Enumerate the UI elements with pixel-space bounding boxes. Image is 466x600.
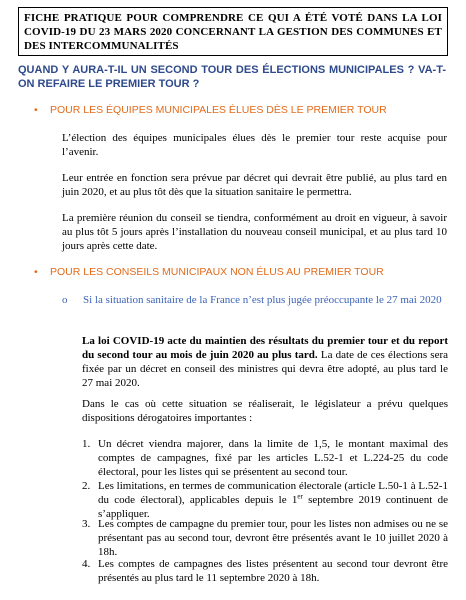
section2-paragraph-1 <box>82 334 448 390</box>
bullet-icon: • <box>34 266 38 278</box>
list-item-text-part: septembre 2019 continuent de s’appliquer. <box>98 494 448 520</box>
list-item-number: 4. <box>82 558 91 570</box>
list-item-text-part: Les limitations, en termes de communication électorale (article L.50-1 à L.52-1 du code électoral), applicables depuis le 1 <box>98 480 448 506</box>
circle-bullet-icon: o <box>62 294 68 306</box>
list-item-text: Un décret viendra majorer, dans la limite de 1,5, le montant maximal des comptes de campagnes, fixé par les articles L.52-1 et L.224-25 du code électoral, pour les listes qui se présentent au second tour. <box>98 438 448 478</box>
list-item-number: 2. <box>82 480 91 492</box>
section2-paragraph-1-rest: La date de ces élections sera fixée par un décret en conseil des ministres qui devra être adopté, au plus tard le 27 mai 2020. <box>82 349 449 389</box>
document-title: FICHE PRATIQUE POUR COMPRENDRE CE QUI A ÉTÉ VOTÉ DANS LA LOI COVID-19 DU 23 MARS 2020 CONCERNANT LA GESTION DES COMMUNES ET DES INTERCOMMUNALITÉS <box>24 12 442 52</box>
section1-paragraph-1: L’élection des équipes municipales élues dès le premier tour reste acquise pour l’avenir. <box>62 132 447 158</box>
document-title-box <box>18 7 448 56</box>
section1-paragraph-2: Leur entrée en fonction sera prévue par décret qui devrait être publié, au plus tard en juin 2020, et au plus tôt dès que la situation sanitaire le permettra. <box>62 172 447 198</box>
list-item-number: 1. <box>82 438 91 450</box>
list-item-text: Les comptes de campagnes des listes présentent au second tour devront être présentés au plus tard le 11 septembre 2020 à 18h. <box>98 558 448 584</box>
superscript: er <box>297 492 303 501</box>
section2-paragraph-1-bold: La loi COVID-19 acte du maintien des résultats du premier tour et du report du second tour au mois de juin 2020 au plus tard. <box>82 335 448 361</box>
sub-bullet-text: Si la situation sanitaire de la France n’est plus jugée préoccupante le 27 mai 2020 <box>83 294 442 306</box>
list-item-text: Les comptes de campagne du premier tour, pour les listes non admises ou ne se présentant pas au second tour, devront être présentés avant le 10 juillet 2020 à 18h. <box>98 518 448 558</box>
list-item-number: 3. <box>82 518 91 530</box>
section2-heading-text: POUR LES CONSEILS MUNICIPAUX NON ÉLUS AU PREMIER TOUR <box>50 266 384 278</box>
section1-heading-text: POUR LES ÉQUIPES MUNICIPALES ÉLUES DÈS LE PREMIER TOUR <box>50 104 387 116</box>
section1-paragraph-3: La première réunion du conseil se tiendra, conformément au droit en vigueur, à savoir au plus tôt 5 jours après l’installation du nouveau conseil municipal, et au plus tard 10 jours après cette date. <box>62 212 447 252</box>
section2-paragraph-2: Dans le cas où cette situation se réaliserait, le législateur a prévu quelques dispositions dérogatoires importantes : <box>82 398 448 424</box>
main-question-heading: QUAND Y AURA-T-IL UN SECOND TOUR DES ÉLECTIONS MUNICIPALES ? VA-T-ON REFAIRE LE PREMIER TOUR ? <box>18 64 446 90</box>
list-item-text <box>98 479 448 521</box>
bullet-icon: • <box>34 104 38 116</box>
